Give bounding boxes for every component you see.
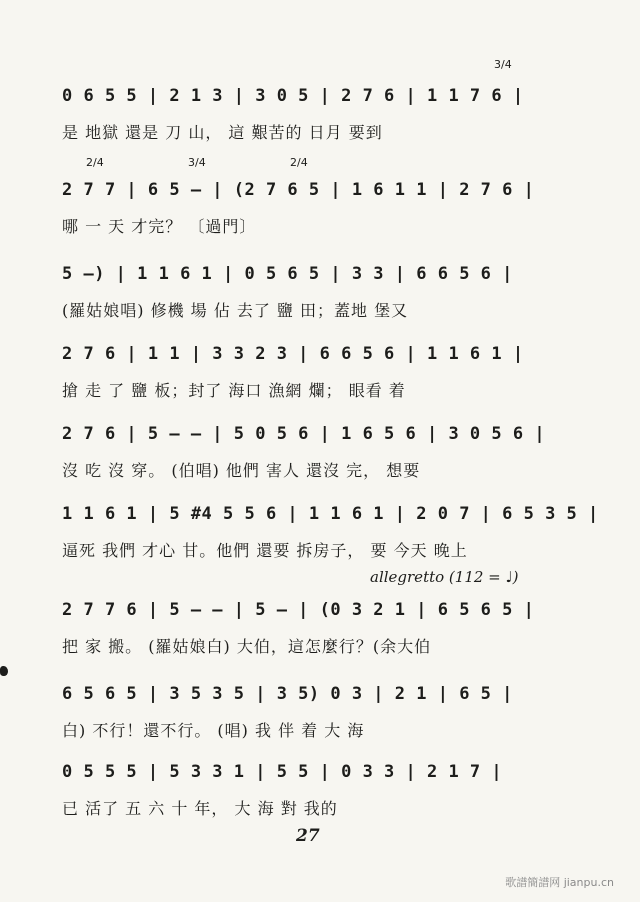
lyric-line: 哪 一 天 才完？ 〔過門〕 [62, 217, 257, 236]
lyric-line: 搶 走 了 鹽 板；封了 海口 漁網 爛； 眼看 着 [62, 381, 406, 400]
notation-line: 2 7 7 | 6 5 — | (2 7 6 5 | 1 6 1 1 | 2 7 6 | [62, 180, 535, 200]
lyric-line: 逼死 我們 才心 甘。他們 還要 拆房子， 要 今天 晚上 [62, 541, 468, 560]
notation-line: 2 7 7 6 | 5 — — | 5 — | (0 3 2 1 | 6 5 6 5 | [62, 600, 535, 620]
lyric-line: 已 活了 五 六 十 年， 大 海 對 我的 [62, 799, 338, 818]
page-number: 27 [296, 826, 320, 846]
notation-line: 2 7 6 | 5 — — | 5 0 5 6 | 1 6 5 6 | 3 0 5 6 | [62, 424, 546, 444]
notation-line: 0 6 5 5 | 2 1 3 | 3 0 5 | 2 7 6 | 1 1 7 6 | [62, 86, 524, 106]
ink-blot [0, 666, 8, 676]
tempo-marking: allegretto (112 = ♩) [370, 568, 519, 586]
time-signature-top: 3/4 [494, 58, 512, 71]
notation-line: 6 5 6 5 | 3 5 3 5 | 3 5) 0 3 | 2 1 | 6 5 | [62, 684, 513, 704]
lyric-line: 把 家 搬。 (羅姑娘白) 大伯，這怎麼行？(余大伯 [62, 637, 432, 656]
lyric-line: (羅姑娘唱) 修機 場 佔 去了 鹽 田；蓋地 堡又 [62, 301, 409, 320]
notation-line: 2 7 6 | 1 1 | 3 3 2 3 | 6 6 5 6 | 1 1 6 1 | [62, 344, 524, 364]
lyric-line: 沒 吃 沒 穿。 (伯唱) 他們 害人 還沒 完， 想要 [62, 461, 421, 480]
lyric-line: 白) 不行！還不行。 (唱) 我 伴 着 大 海 [62, 721, 365, 740]
time-signature-row2-c: 2/4 [290, 156, 308, 169]
time-signature-row2-a: 2/4 [86, 156, 104, 169]
notation-line: 1 1 6 1 | 5 #4 5 5 6 | 1 1 6 1 | 2 0 7 | 6 5 3 5 | [62, 504, 599, 524]
watermark: 歌譜簡譜网 jianpu.cn [505, 876, 614, 889]
lyric-line: 是 地獄 還是 刀 山， 這 艱苦的 日月 要到 [62, 123, 383, 142]
notation-line: 0 5 5 5 | 5 3 3 1 | 5 5 | 0 3 3 | 2 1 7 | [62, 762, 503, 782]
time-signature-row2-b: 3/4 [188, 156, 206, 169]
notation-line: 5 —) | 1 1 6 1 | 0 5 6 5 | 3 3 | 6 6 5 6 | [62, 264, 513, 284]
